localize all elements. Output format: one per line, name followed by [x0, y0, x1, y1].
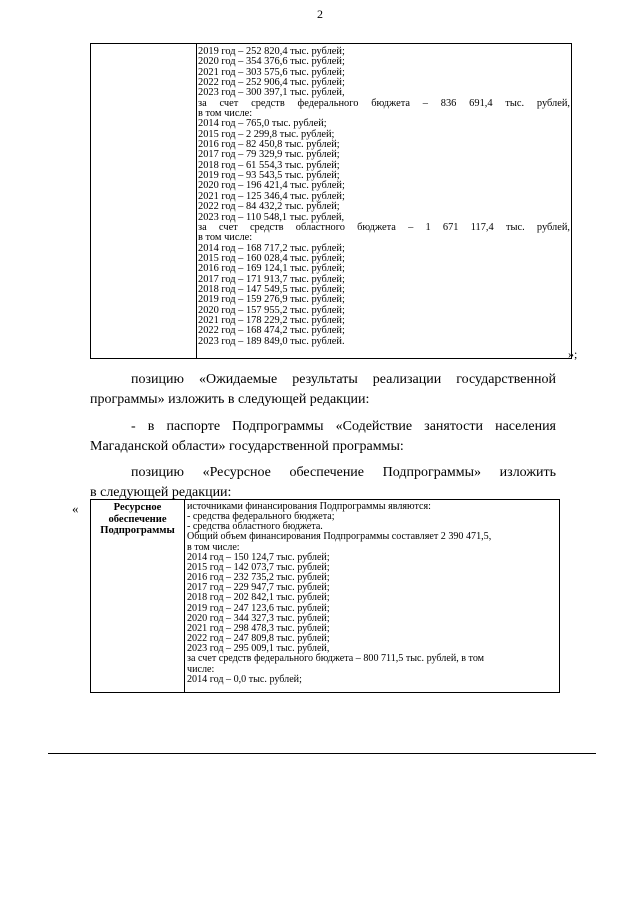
table-line: 2014 год – 0,0 тыс. рублей; [187, 673, 302, 685]
table-line: 2019 год – 159 276,9 тыс. рублей; [198, 294, 345, 306]
table-line: - средства областного бюджета. [187, 521, 323, 533]
page-number: 2 [317, 7, 323, 21]
table-line: 2018 год – 147 549,5 тыс. рублей; [198, 283, 345, 295]
table-line: 2021 год – 178 229,2 тыс. рублей; [198, 314, 345, 326]
table-line: 2016 год – 82 450,8 тыс. рублей; [198, 139, 340, 151]
table-line: 2023 год – 300 397,1 тыс. рублей, [198, 87, 345, 99]
table-line: 2017 год – 229 947,7 тыс. рублей; [187, 582, 330, 594]
table-line: источниками финансирования Подпрограммы являются: [187, 501, 431, 512]
table-label-cell-empty [91, 44, 197, 358]
table-line: 2023 год – 189 849,0 тыс. рублей. [198, 335, 345, 347]
table-line: 2021 год – 298 478,3 тыс. рублей; [187, 622, 330, 634]
paragraph-passport-line2: Магаданской области» государственной программы: [90, 439, 404, 454]
table-line: 2022 год – 84 432,2 тыс. рублей; [198, 201, 340, 213]
table-line: за счет средств областного бюджета – 1 671 117,4 тыс. рублей, [198, 221, 570, 233]
table-line: 2022 год – 247 809,8 тыс. рублей; [187, 633, 330, 645]
table-value-cell [187, 502, 557, 685]
subprogram-resource-table [90, 499, 560, 693]
table-line: Общий объем финансирования Подпрограммы составляет 2 390 471,5, [187, 531, 492, 543]
table-line: за счет средств федерального бюджета – 836 691,4 тыс. рублей, [198, 97, 570, 109]
table-line: в том числе: [187, 541, 240, 553]
table-line: 2014 год – 765,0 тыс. рублей; [198, 118, 327, 130]
table-line: 2023 год – 110 548,1 тыс. рублей, [198, 211, 345, 223]
table-line: 2020 год – 196 421,4 тыс. рублей; [198, 180, 345, 192]
table-line: 2015 год – 142 073,7 тыс. рублей; [187, 561, 330, 573]
table-line: 2014 год – 150 124,7 тыс. рублей; [187, 551, 330, 563]
table-line: 2017 год – 79 329,9 тыс. рублей; [198, 149, 340, 161]
page-divider [48, 753, 596, 754]
table-line: 2016 год – 169 124,1 тыс. рублей; [198, 263, 345, 275]
table-line: в том числе: [198, 232, 253, 244]
table-line: 2022 год – 168 474,2 тыс. рублей; [198, 325, 345, 337]
paragraph-resources-line1: позицию «Ресурсное обеспечение Подпрограммы» изложить [131, 465, 556, 480]
paragraph-resources-line2: в следующей редакции: [90, 485, 232, 500]
table-label-cell: Ресурсное обеспечение Подпрограммы [91, 500, 185, 692]
table-line: 2021 год – 303 575,6 тыс. рублей; [198, 66, 345, 78]
table-line: 2015 год – 160 028,4 тыс. рублей; [198, 252, 345, 264]
table-line: 2023 год – 295 009,1 тыс. рублей, [187, 643, 330, 655]
table-line: 2017 год – 171 913,7 тыс. рублей; [198, 273, 345, 285]
table-line: 2019 год – 93 543,5 тыс. рублей; [198, 170, 340, 182]
paragraph-results-line1: позицию «Ожидаемые результаты реализации государственной [131, 372, 556, 387]
table-line: числе: [187, 663, 215, 675]
table-line: 2018 год – 202 842,1 тыс. рублей; [187, 592, 330, 604]
table-line: 2018 год – 61 554,3 тыс. рублей; [198, 159, 340, 171]
table-line: за счет средств федерального бюджета – 800 711,5 тыс. рублей, в том [187, 653, 485, 665]
table-line: 2016 год – 232 735,2 тыс. рублей; [187, 572, 330, 584]
table-line: 2020 год – 344 327,3 тыс. рублей; [187, 612, 330, 624]
table-line: 2019 год – 247 123,6 тыс. рублей; [187, 602, 330, 614]
table-line: 2021 год – 125 346,4 тыс. рублей; [198, 190, 345, 202]
table-value-cell [198, 47, 570, 347]
opening-quote: « [72, 501, 79, 516]
table-line: 2019 год – 252 820,4 тыс. рублей; [198, 46, 345, 57]
table-line: 2022 год – 252 906,4 тыс. рублей; [198, 77, 345, 89]
table-line: - средства федерального бюджета; [187, 511, 335, 523]
paragraph-results-line2: программы» изложить в следующей редакции: [90, 392, 370, 407]
table-line: 2014 год – 168 717,2 тыс. рублей; [198, 242, 345, 254]
paragraph-passport-line1: - в паспорте Подпрограммы «Содействие занятости населения [131, 419, 556, 434]
table-line: 2020 год – 157 955,2 тыс. рублей; [198, 304, 345, 316]
resource-table-continued [90, 43, 572, 359]
table-line: в том числе: [198, 108, 253, 120]
table-line: 2020 год – 354 376,6 тыс. рублей; [198, 56, 345, 68]
closing-quote: »; [568, 347, 578, 361]
table-line: 2015 год – 2 299,8 тыс. рублей; [198, 128, 335, 140]
